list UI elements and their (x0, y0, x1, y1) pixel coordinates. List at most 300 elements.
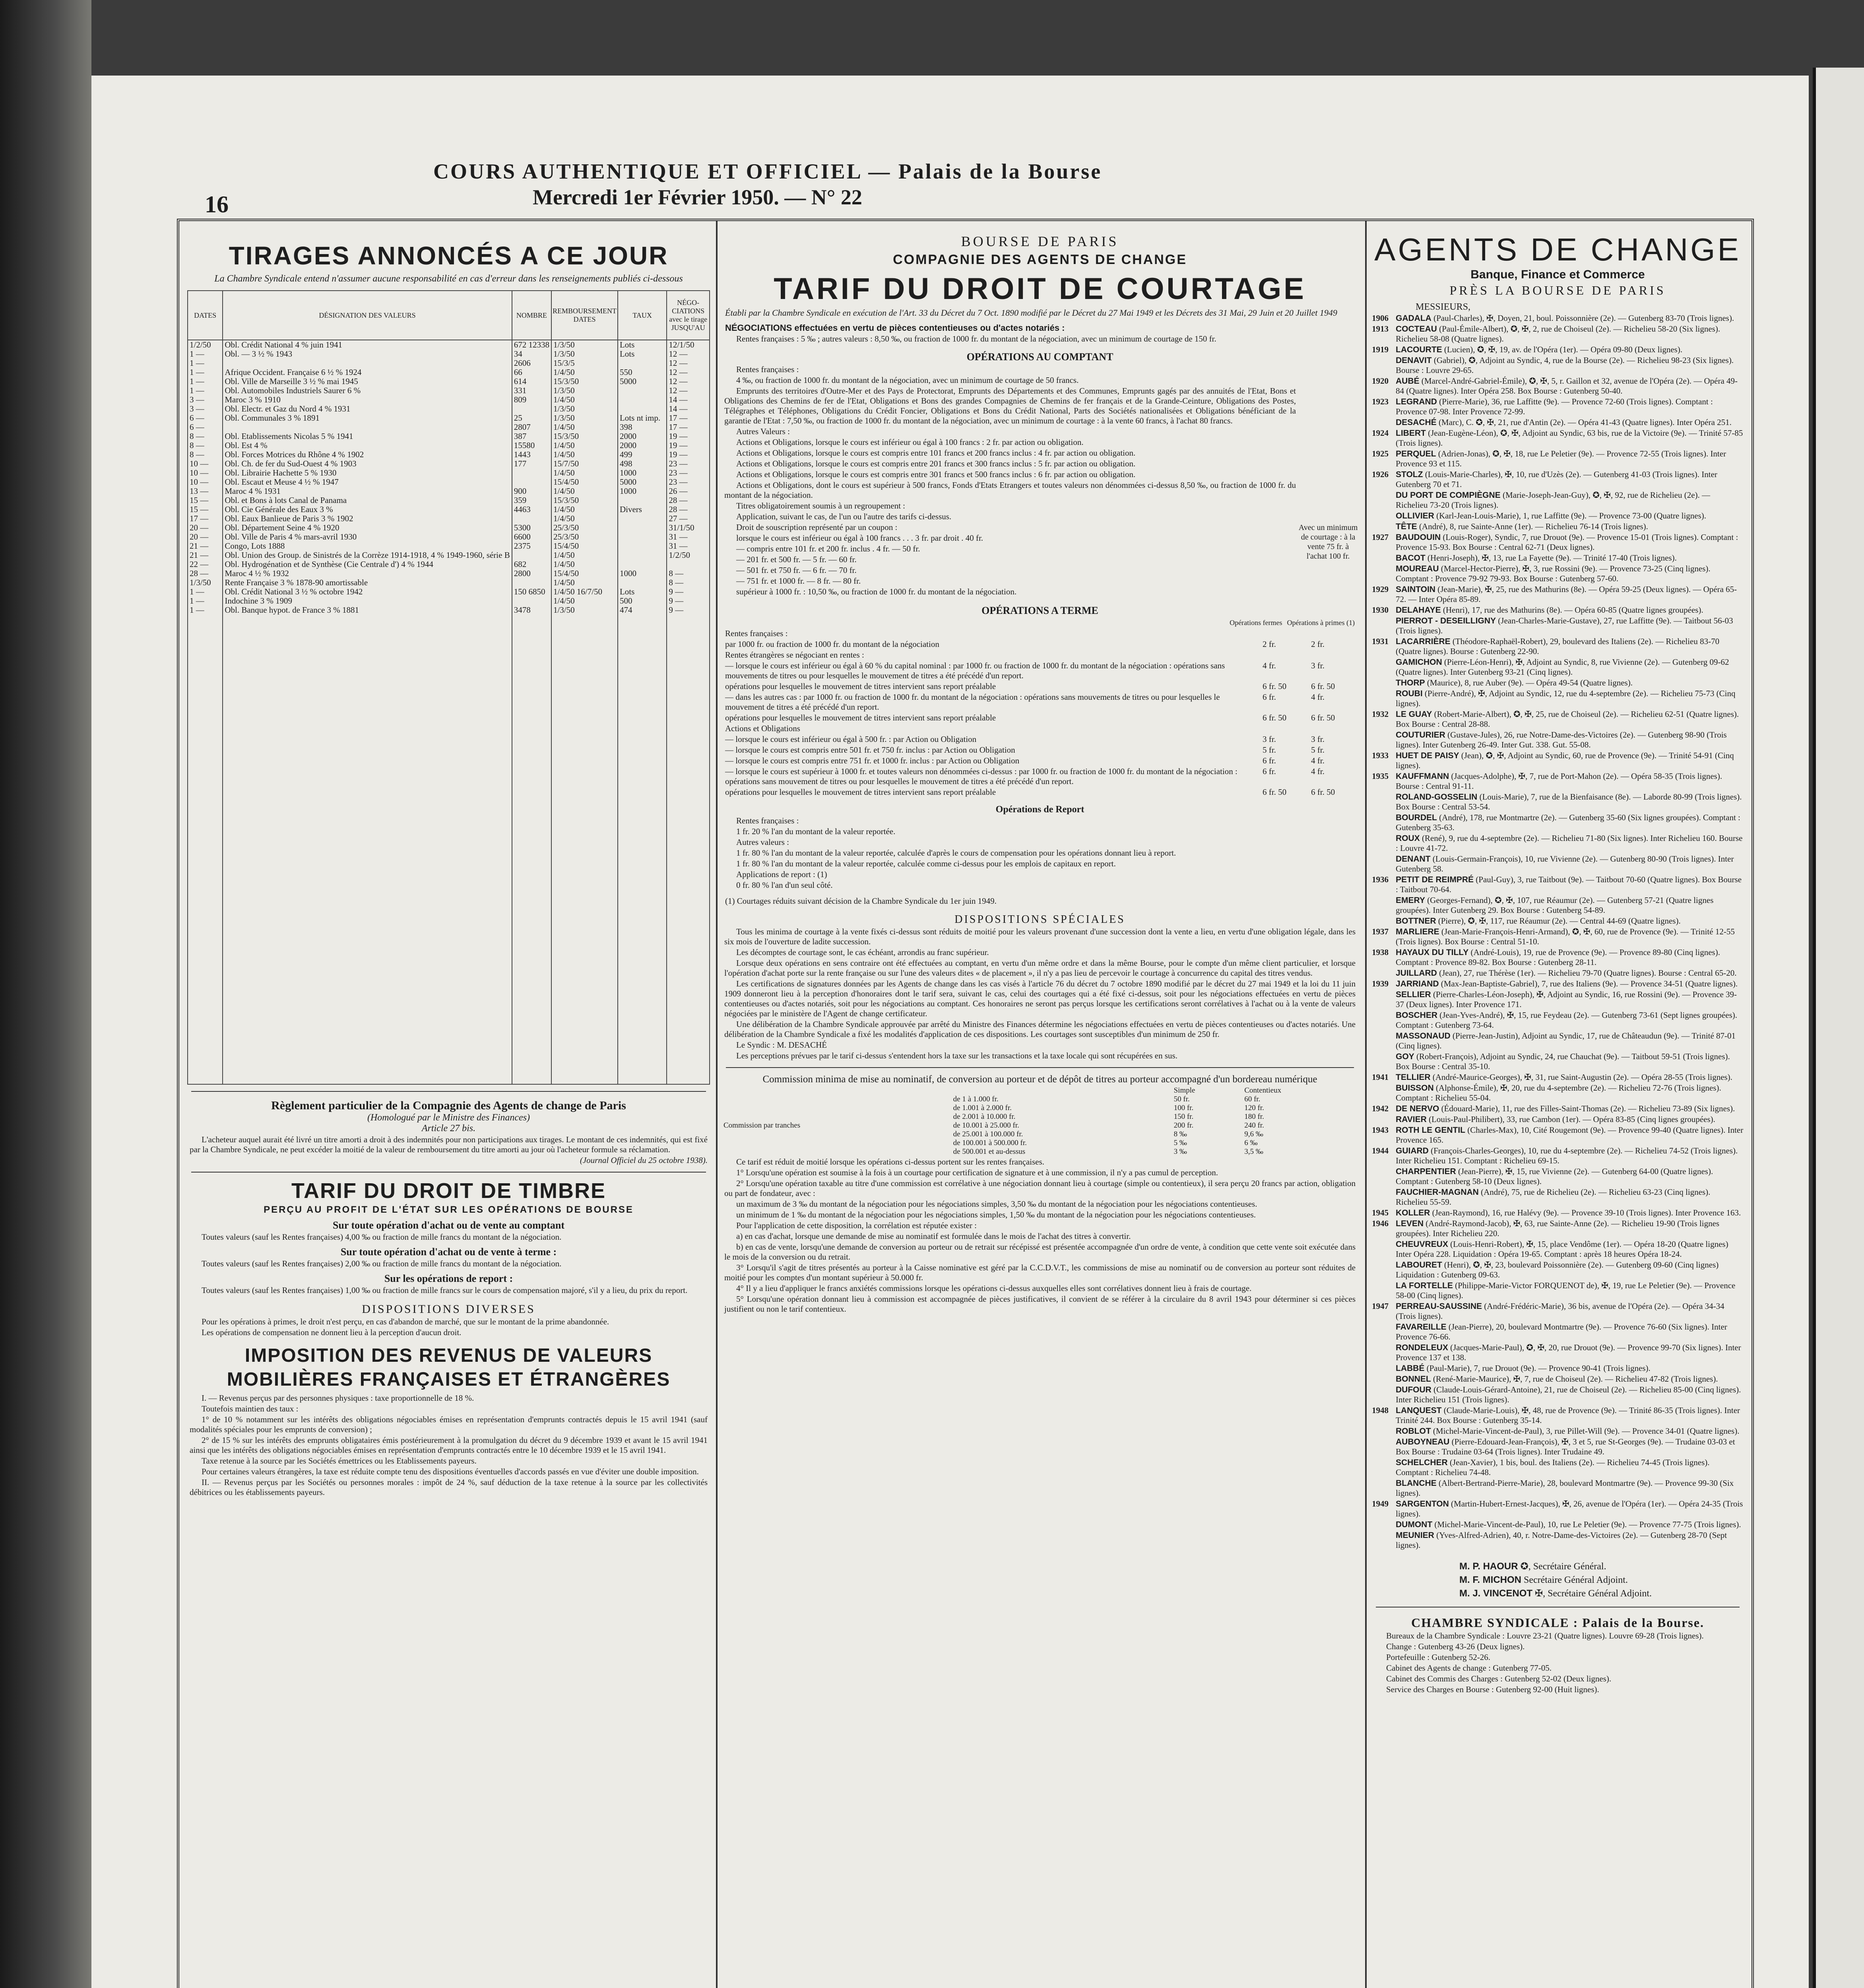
agents-subtitle: Banque, Finance et Commerce (1470, 268, 1645, 281)
table-cell-jusqu: 28 — (667, 505, 710, 514)
officer-entry (1459, 1587, 1744, 1600)
table-cell-designation: Maroc 4 ½ % 1932 (223, 569, 512, 578)
agent-entry (1372, 1260, 1744, 1280)
agent-entry (1372, 751, 1744, 771)
terme-primes: 3 fr. (1311, 661, 1325, 670)
agent-info: (Théodore-Raphaël-Robert), 29, boulevard des Italiens (2e). — Richelieu 83-70 (Quatre lignes). Bourse : Gutenberg 22-90. (1396, 637, 1720, 656)
agent-info: (Jean-Pierre), ✠, 15, rue Vivienne (2e). — Gutenberg 64-00 (Quatre lignes). Comptant : Gutenberg 58-10 (Deux lignes). (1396, 1167, 1713, 1186)
terme-row (725, 756, 1355, 766)
terme-primes: 4 fr. (1311, 767, 1325, 776)
agent-entry (1372, 875, 1744, 895)
agents-title: AGENTS DE CHANGE (1374, 232, 1741, 267)
commission-row (722, 1104, 1358, 1112)
table-cell-nombre: 1443 (512, 450, 551, 459)
newspaper-page (91, 76, 1809, 1988)
agent-details (1396, 1010, 1744, 1030)
chambre-list (1372, 1631, 1744, 1695)
masthead-title: COURS AUTHENTIQUE ET OFFICIEL — Palais de la Bourse (433, 159, 1102, 183)
agent-entry (1372, 637, 1744, 656)
terme-row (725, 650, 1355, 660)
report-line: Rentes françaises : (736, 816, 799, 825)
agent-name: GOY (1396, 1052, 1414, 1061)
table-cell-date: 1 — (188, 606, 223, 615)
reglement-subtitle: (Homologué par le Ministre des Finances) (367, 1112, 530, 1123)
agent-info: (Henri), 17, rue des Mathurins (8e). — Opéra 60-85 (Quatre lignes groupées). (1443, 605, 1703, 615)
agent-entry (1372, 895, 1744, 915)
table-cell-designation: Obl. Eaux Banlieue de Paris 3 % 1902 (223, 514, 512, 523)
agent-details (1396, 1052, 1744, 1072)
chambre-line: Portefeuille : Gutenberg 52-26. (1386, 1652, 1491, 1662)
table-cell-nombre: 4463 (512, 505, 551, 514)
agent-year (1372, 1374, 1396, 1384)
agent-details (1396, 1104, 1744, 1114)
agent-year: 1919 (1372, 345, 1389, 354)
agent-entry (1372, 916, 1744, 926)
agent-details (1396, 1478, 1744, 1498)
agent-entry (1372, 1052, 1744, 1072)
comptant-line: 4 ‰, ou fraction de 1000 fr. du montant de la négociation, avec un minimum de courtage de 50 francs. (736, 375, 1079, 385)
agent-year: 1929 (1372, 584, 1389, 594)
agent-year: 1938 (1372, 947, 1389, 957)
agent-year (1372, 1322, 1396, 1342)
agent-entry (1372, 605, 1744, 615)
agent-info: (Jean-Pierre), 20, boulevard Montmartre (9e). — Provence 76-60 (Six lignes). Inter Provence 76-66. (1396, 1322, 1727, 1342)
agent-entry (1372, 1301, 1744, 1321)
agent-info: (Henri-Joseph), ✠, 13, rue La Fayette (9e). — Trinité 17-40 (Trois lignes). (1427, 553, 1677, 563)
commission-simple: 200 fr. (1173, 1121, 1194, 1130)
table-cell-nombre: 682 (512, 560, 551, 569)
terme-text: Rentes françaises : (725, 629, 788, 638)
agent-year (1372, 1031, 1396, 1051)
table-cell-nombre: 2807 (512, 423, 551, 432)
terme-fermes (1263, 629, 1306, 639)
agent-info: (André), 178, rue Montmartre (2e). — Gutenberg 35-60 (Six lignes groupées). Comptant : Gutenberg 35-63. (1396, 813, 1740, 832)
agent-year (1372, 813, 1396, 833)
agent-info: (Philippe-Marie-Victor FORQUENOT de), ✠, 19, rue Le Peletier (9e). — Provence 58-00 (Cinq lignes). (1396, 1281, 1736, 1300)
table-row (188, 487, 710, 496)
table-cell-date: 21 — (188, 551, 223, 560)
col-remb-taux: TAUX (618, 291, 667, 340)
comptant-line: Emprunts des territoires d'Outre-Mer et des Pays de Protectorat, Emprunts des Départements et des Communes, Emprunts gagés par des annuités de l'Etat, Bons et Obligations des Chemins de fer de l'Etat, Obligations et Bons des grandes Compagnies de Chemins de fer français et de la Grande-Ceinture, Obligations des Postes, Télégraphes et Téléphones, Obligations du Crédit Foncier, Obligations et Bons du Crédit National, Parts des Sociétés nationalisées et Obligations bénéficiant de la garantie de l'Etat : 7,50 ‰, ou fraction de 1000 fr. du montant de la négociation, avec un minimum de courtage : à la vente 60 francs, à l'achat 80 francs. (724, 386, 1296, 425)
agent-name: PETIT DE REIMPRÉ (1396, 875, 1474, 884)
imposition-paragraph: Pour certaines valeurs étrangères, la taxe est réduite compte tenu des dispositions éventuelles d'accords passés en vue d'éviter une double imposition. (202, 1467, 699, 1476)
table-cell-nombre (512, 551, 551, 560)
agent-year (1372, 1239, 1396, 1259)
agent-details (1396, 428, 1744, 448)
agent-name: GUIARD (1396, 1146, 1429, 1155)
agent-name: BUISSON (1396, 1083, 1434, 1093)
agent-name: OLLIVIER (1396, 511, 1434, 520)
table-cell-date_remb: 15/4/50 (551, 542, 618, 551)
agent-entry (1372, 730, 1744, 750)
table-row (188, 432, 710, 441)
agent-details (1396, 689, 1744, 709)
courtage-title: TARIF DU DROIT DE COURTAGE (774, 272, 1306, 306)
officer-entry (1459, 1573, 1744, 1587)
agents-list (1372, 313, 1744, 1550)
right-column (1372, 229, 1744, 1988)
table-cell-date: 1/2/50 (188, 340, 223, 349)
agent-name: MOUREAU (1396, 564, 1439, 573)
agent-details (1396, 792, 1744, 812)
terme-row (725, 724, 1355, 734)
table-row (188, 404, 710, 414)
table-cell-taux: 550 (618, 368, 667, 377)
agent-entry (1372, 397, 1744, 417)
terme-row (725, 767, 1355, 786)
commission-table (722, 1086, 1358, 1156)
table-cell-date: 10 — (188, 459, 223, 468)
terme-row (725, 629, 1355, 639)
agent-name: JARRIAND (1396, 979, 1439, 988)
comptant-line: Actions et Obligations, lorsque le cours est compris entre 301 francs et 500 francs inclus : 6 fr. par action ou obligation. (736, 470, 1136, 479)
table-cell-designation: Obl. Librairie Hachette 5 % 1930 (223, 468, 512, 478)
commission-row (722, 1095, 1358, 1104)
agent-year (1372, 1426, 1396, 1436)
commission-label (722, 1112, 952, 1121)
agent-entry (1372, 345, 1744, 355)
agent-entry (1372, 1146, 1744, 1166)
terme-row (725, 787, 1355, 797)
agent-name: BOTTNER (1396, 916, 1436, 926)
agent-info: (Paul-Marie), 7, rue Drouot (9e). — Provence 90-41 (Trois lignes). (1426, 1363, 1651, 1373)
agent-year (1372, 916, 1396, 926)
table-cell-date_remb: 15/3/50 (551, 496, 618, 505)
agent-year (1372, 553, 1396, 563)
agent-year: 1930 (1372, 605, 1389, 615)
table-cell-date_remb: 1/3/50 (551, 349, 618, 359)
commission-label (722, 1130, 952, 1139)
comptant-line: — 751 fr. et 1000 fr. — 8 fr. — 80 fr. (736, 576, 861, 586)
reglement-source: (Journal Officiel du 25 octobre 1938). (580, 1155, 708, 1165)
table-cell-date: 10 — (188, 478, 223, 487)
agent-entry (1372, 678, 1744, 688)
agent-info: (Jean-Charles-Marie-Gustave), 27, rue Laffitte (9e). — Taitbout 56-03 (Trois lignes). (1396, 616, 1733, 635)
agent-year: 1927 (1372, 532, 1389, 542)
table-cell-jusqu: 9 — (667, 606, 710, 615)
table-cell-jusqu: 14 — (667, 395, 710, 404)
report-title: Opérations de Report (995, 804, 1084, 815)
tirages-body (188, 340, 710, 1084)
agent-name: BACOT (1396, 553, 1426, 563)
table-cell-taux (618, 395, 667, 404)
commission-contentieux: 60 fr. (1244, 1095, 1261, 1103)
agent-entry (1372, 947, 1744, 967)
table-cell-nombre: 66 (512, 368, 551, 377)
table-cell-nombre: 3478 (512, 606, 551, 615)
table-cell-jusqu: 26 — (667, 487, 710, 496)
table-cell-jusqu: 1/2/50 (667, 551, 710, 560)
table-cell-date_remb: 1/4/50 (551, 578, 618, 587)
agent-entry (1372, 376, 1744, 396)
terme-row (725, 734, 1355, 744)
table-cell-jusqu: 9 — (667, 596, 710, 606)
table-row (188, 340, 710, 349)
agent-year (1372, 792, 1396, 812)
agent-info: (Albert-Bertrand-Pierre-Marie), 28, boulevard Montmartre (9e). — Provence 99-30 (Six lignes). (1396, 1478, 1734, 1498)
agent-year: 1924 (1372, 428, 1389, 438)
agent-entry (1372, 1374, 1744, 1384)
agent-name: LANQUEST (1396, 1406, 1442, 1415)
agent-entry (1372, 1426, 1744, 1436)
agent-info: (Alphonse-Émile), ✠, 20, rue du 4-septembre (2e). — Richelieu 72-76 (Trois lignes). Comptant : Richelieu 55-04. (1396, 1083, 1721, 1103)
agent-info: (André), 8, rue Sainte-Anne (1er). — Richelieu 76-14 (Trois lignes). (1419, 522, 1648, 531)
agent-year (1372, 564, 1396, 584)
commission-paragraph: Ce tarif est réduit de moitié lorsque les opérations ci-dessus portent sur les rentes françaises. (736, 1157, 1045, 1167)
table-cell-date: 1/3/50 (188, 578, 223, 587)
agent-name: SCHELCHER (1396, 1458, 1448, 1467)
terme-primes: 6 fr. 50 (1311, 713, 1335, 722)
column-divider (716, 221, 718, 1988)
table-cell-designation: Afrique Occident. Française 6 ½ % 1924 (223, 368, 512, 377)
imposition-paragraph: II. — Revenus perçus par les Sociétés ou personnes morales : impôt de 24 %, sauf déduction de la taxe retenue à la source par les collectivités débitrices ou les établissements payeurs. (190, 1477, 708, 1497)
table-cell-designation: Obl. Union des Group. de Sinistrés de la Corrèze 1914-1918, 4 % 1949-1960, série B (223, 551, 512, 560)
bourse-heading: BOURSE DE PARIS (961, 233, 1119, 249)
reglement-title: Règlement particulier de la Compagnie des Agents de change de Paris (271, 1099, 626, 1112)
agent-info: (André-Frédéric-Marie), 36 bis, avenue de l'Opéra (2e). — Opéra 34-34 (Trois lignes). (1396, 1301, 1724, 1321)
agent-details (1396, 1146, 1744, 1166)
agent-name: DUFOUR (1396, 1385, 1431, 1394)
agent-year (1372, 657, 1396, 677)
table-cell-date: 8 — (188, 450, 223, 459)
table-cell-date_remb: 25/3/50 (551, 532, 618, 542)
table-cell-date_remb: 1/4/50 (551, 514, 618, 523)
agent-year: 1931 (1372, 637, 1389, 646)
agent-entry (1372, 1530, 1744, 1550)
terme-fermes: 6 fr. 50 (1263, 713, 1287, 722)
agent-info: (Jean-Eugène-Léon), ✪, ✠, Adjoint au Syndic, 63 bis, rue de la Victoire (9e). — Trinité 57-85 (Trois lignes). (1396, 428, 1743, 448)
agent-name: DENAVIT (1396, 356, 1432, 365)
table-row (188, 377, 710, 386)
agent-year (1372, 678, 1396, 688)
table-cell-date: 8 — (188, 441, 223, 450)
negociations-text: Rentes françaises : 5 ‰ ; autres valeurs : 8,50 ‰, ou fraction de 1000 fr. du montant de la négociation, avec un minimum de courtage de 150 fr. (736, 334, 1216, 344)
table-cell-designation: Obl. Escaut et Meuse 4 ½ % 1947 (223, 478, 512, 487)
agent-info: (André-Raymond-Jacob), ✠, 63, rue Sainte-Anne (2e). — Richelieu 19-90 (Trois lignes groupées). Inter Richelieu 220. (1396, 1219, 1720, 1238)
table-cell-date: 17 — (188, 514, 223, 523)
chambre-line: Cabinet des Commis des Charges : Gutenberg 52-02 (Deux lignes). (1386, 1674, 1612, 1683)
terme-col-primes: Opérations à primes (1) (1287, 619, 1355, 627)
agent-name: DENANT (1396, 854, 1431, 864)
agent-name: FAVAREILLE (1396, 1322, 1447, 1332)
remb-header: REMBOURSEMENT (552, 307, 617, 315)
table-cell-taux (618, 496, 667, 505)
report-list (722, 816, 1358, 890)
agent-year: 1933 (1372, 751, 1389, 760)
agent-year (1372, 1052, 1396, 1072)
terme-primes: 4 fr. (1311, 756, 1325, 765)
agent-name: BONNEL (1396, 1375, 1431, 1384)
minimum-note: Avec un minimum de courtage : à la vente 75 fr. à l'achat 100 fr. (1298, 523, 1358, 561)
table-cell-designation: Obl. Est 4 % (223, 441, 512, 450)
tirages-subtitle: La Chambre Syndicale entend n'assumer aucune responsabilité en cas d'erreur dans les renseignements publiés ci-dessous (214, 274, 683, 284)
agent-entry (1372, 1385, 1744, 1405)
agent-details (1396, 564, 1744, 584)
table-cell-taux: Divers (618, 505, 667, 514)
commission-notes (722, 1157, 1358, 1314)
agent-entry (1372, 1281, 1744, 1301)
terme-primes: 3 fr. (1311, 734, 1325, 744)
table-cell-date: 8 — (188, 432, 223, 441)
agent-info: (Martin-Hubert-Ernest-Jacques), ✠, 26, avenue de l'Opéra (1er). — Opéra 24-35 (Trois lignes). (1396, 1499, 1743, 1518)
commission-range: de 25.001 à 100.000 fr. (953, 1130, 1023, 1138)
agent-year: 1943 (1372, 1125, 1389, 1135)
agent-year (1372, 1343, 1396, 1363)
table-cell-date: 1 — (188, 368, 223, 377)
commission-contentieux: 240 fr. (1244, 1121, 1264, 1130)
agent-details (1396, 1187, 1744, 1207)
agent-year: 1941 (1372, 1072, 1389, 1082)
commission-row (722, 1139, 1358, 1147)
agent-entry (1372, 1208, 1744, 1218)
table-cell-date_remb: 15/7/50 (551, 459, 618, 468)
agent-info: (René), 9, rue du 4-septembre (2e). — Richelieu 71-80 (Six lignes). Inter Richelieu 160. Bourse : Louvre 41-72. (1396, 833, 1743, 853)
comptant-line: — 201 fr. et 500 fr. — 5 fr. — 60 fr. (736, 555, 857, 564)
agent-name: RONDELEUX (1396, 1343, 1448, 1352)
table-cell-date_remb: 15/3/50 (551, 377, 618, 386)
agent-details (1396, 532, 1744, 552)
agent-name: LACOURTE (1396, 345, 1442, 354)
table-cell-date: 21 — (188, 542, 223, 551)
table-cell-nombre (512, 478, 551, 487)
table-cell-designation: Obl. Automobiles Industriels Saurer 6 % (223, 386, 512, 395)
agent-details (1396, 927, 1744, 947)
table-cell-date_remb: 1/4/50 (551, 505, 618, 514)
agent-info: (André-Maurice-Georges), ✠, 31, rue Saint-Augustin (2e). — Opéra 28-55 (Trois lignes). (1432, 1072, 1732, 1082)
agent-info: (Louis-Roger), Syndic, 7, rue Drouot (9e). — Provence 15-01 (Trois lignes). Comptant : Provence 15-93. Box Bourse : Central 62-71 (Deux lignes). (1396, 532, 1738, 552)
table-cell-taux: 398 (618, 423, 667, 432)
terme-text: Rentes étrangères se négociant en rentes : (725, 650, 864, 660)
speciales-paragraph: Les perceptions prévues par le tarif ci-dessus s'entendent hors la taxe sur les transactions et la taxe locale qui sont récupérées en sus. (736, 1051, 1177, 1060)
agent-year: 1906 (1372, 313, 1389, 323)
comptant-line: Titres obligatoirement soumis à un regroupement : (736, 501, 905, 511)
terme-primes: 2 fr. (1311, 639, 1325, 649)
agent-entry (1372, 771, 1744, 791)
agent-name: LE GUAY (1396, 710, 1432, 719)
agent-info: (Louis-Paul-Philibert), 33, rue Cambon (1er). — Opéra 83-85 (Cinq lignes groupées). (1429, 1114, 1715, 1124)
table-cell-jusqu: 8 — (667, 578, 710, 587)
agent-year (1372, 1458, 1396, 1477)
agent-name: LA FORTELLE (1396, 1281, 1453, 1290)
agent-year (1372, 1363, 1396, 1373)
agent-entry (1372, 1114, 1744, 1124)
report-line: Applications de report : (1) (736, 870, 827, 879)
agent-name: DU PORT DE COMPIÈGNE (1396, 491, 1501, 500)
agent-name: BOSCHER (1396, 1011, 1438, 1020)
agent-details (1396, 1520, 1744, 1530)
agent-name: GAMICHON (1396, 658, 1442, 667)
agent-info: (Louis-Germain-François), 10, rue Vivienne (2e). — Gutenberg 80-90 (Trois lignes). Inter Gutenberg 58. (1396, 854, 1734, 874)
table-cell-date_remb: 1/3/50 (551, 606, 618, 615)
table-cell-nombre: 2800 (512, 569, 551, 578)
table-cell-date_remb: 1/3/50 (551, 414, 618, 423)
comptant-line: Actions et Obligations, lorsque le cours est compris entre 201 francs et 300 francs inclus : 5 fr. par action ou obligation. (736, 459, 1136, 468)
table-cell-date_remb: 1/4/50 (551, 551, 618, 560)
agent-details (1396, 1322, 1744, 1342)
compagnie-heading: COMPAGNIE DES AGENTS DE CHANGE (893, 252, 1187, 267)
commission-simple: 8 ‰ (1173, 1130, 1187, 1138)
agent-details (1396, 1363, 1744, 1373)
agent-year: 1913 (1372, 324, 1389, 334)
agent-info: (Jean-Xavier), 1 bis, boul. des Italiens (2e). — Richelieu 74-45 (Trois lignes). Comptant : Richelieu 74-48. (1396, 1458, 1710, 1477)
agent-name: SARGENTON (1396, 1499, 1449, 1508)
table-cell-designation: Obl. Communales 3 % 1891 (223, 414, 512, 423)
agent-name: SELLIER (1396, 990, 1431, 999)
table-cell-jusqu: 17 — (667, 414, 710, 423)
agent-info: (Jean), ✪, ✠, Adjoint au Syndic, 60, rue de Provence (9e). — Trinité 54-91 (Cinq lignes). (1396, 751, 1734, 770)
agent-details (1396, 968, 1744, 978)
agent-year: 1949 (1372, 1499, 1389, 1508)
terme-primes (1311, 724, 1355, 734)
table-cell-date: 6 — (188, 423, 223, 432)
table-cell-date_remb: 15/4/50 (551, 569, 618, 578)
timbre-text-1: Toutes valeurs (sauf les Rentes françaises) 4,00 ‰ ou fraction de mille francs du montant de la négociation. (202, 1232, 562, 1242)
agent-name: LABBÉ (1396, 1364, 1425, 1373)
reglement-article: Article 27 bis. (421, 1123, 476, 1134)
table-row (188, 587, 710, 596)
agent-year (1372, 895, 1396, 915)
comptant-line: Droit de souscription représenté par un coupon : (736, 522, 898, 532)
imposition-paragraph: 2° de 15 % sur les intérêts des emprunts obligataires émis postérieurement à la promulgation du décret du 9 décembre 1939 et avant le 15 avril 1941 ainsi que les intérêts des obligations négociables émises en représentation d'emprunts contractés entre le 10 décembre 1939 et le 15 avril 1941. (190, 1435, 708, 1455)
agent-name: DUMONT (1396, 1520, 1433, 1529)
comptant-line: Actions et Obligations, dont le cours est supérieur à 500 francs, Fonds d'Etats Etrangers et toutes valeurs non dénommées ci-dessus 8,50 ‰, ou fraction de 1000 fr. du montant de la négociation. (724, 480, 1296, 500)
terme-primes: 4 fr. (1311, 692, 1325, 702)
agent-details (1396, 470, 1744, 489)
agent-name: BOURDEL (1396, 813, 1437, 822)
col-dates: DATES (188, 291, 223, 340)
agent-name: AUBOYNEAU (1396, 1437, 1450, 1446)
table-cell-taux: 2000 (618, 432, 667, 441)
table-cell-designation: Rente Française 3 % 1878-90 amortissable (223, 578, 512, 587)
imposition-title: IMPOSITION DES REVENUS DE VALEURS MOBILIÈRES FRANÇAISES ET ÉTRANGÈRES (227, 1345, 671, 1390)
agent-name: LACARRIÈRE (1396, 637, 1451, 646)
chambre-line: Bureaux de la Chambre Syndicale : Louvre 23-21 (Quatre lignes). Louvre 69-28 (Trois lignes). (1386, 1631, 1704, 1640)
agent-year: 1939 (1372, 979, 1389, 988)
table-row (188, 359, 710, 368)
agent-details (1396, 1301, 1744, 1321)
book-binding (0, 0, 91, 1988)
agent-info: (René-Marie-Maurice), ✠, 7, rue de Choiseul (2e). — Richelieu 47-82 (Trois lignes). (1433, 1374, 1718, 1384)
agent-info: (Jean-Yves-André), ✠, 15, rue Feydeau (2e). — Gutenberg 73-61 (Sept lignes groupées). Comptant : Gutenberg 73-64. (1396, 1010, 1737, 1030)
table-cell-nombre: 34 (512, 349, 551, 359)
table-cell-taux: 499 (618, 450, 667, 459)
commission-row (722, 1112, 1358, 1121)
agent-details (1396, 1458, 1744, 1477)
table-cell-jusqu: 12 — (667, 377, 710, 386)
agent-details (1396, 1125, 1744, 1145)
remb-dates-header: DATES (573, 315, 596, 323)
table-cell-designation: Obl. Département Seine 4 % 1920 (223, 523, 512, 532)
table-cell-taux: 1000 (618, 468, 667, 478)
agent-year (1372, 1187, 1396, 1207)
agent-details (1396, 1031, 1744, 1051)
report-line: 1 fr. 80 % l'an du montant de la valeur reportée, calculée d'après le cours de compensation pour les opérations donnant lieu à report. (736, 848, 1176, 858)
agent-info: (Lucien), ✪, ✠, 19, av. de l'Opéra (1er). — Opéra 09-80 (Deux lignes). (1444, 345, 1683, 354)
commission-paragraph: a) en cas d'achat, lorsque une demande de mise au nominatif est formulée dans le mois de l'achat des titres à convertir. (736, 1231, 1131, 1241)
officer-name: M. P. HAOUR (1459, 1561, 1518, 1572)
commission-contentieux: 180 fr. (1244, 1112, 1264, 1121)
comptant-line: Actions et Obligations, lorsque le cours est compris entre 101 francs et 200 francs inclus : 4 fr. par action ou obligation. (736, 448, 1136, 458)
table-cell-taux: Lots (618, 349, 667, 359)
table-cell-taux (618, 514, 667, 523)
table-cell-date_remb: 1/3/50 (551, 340, 618, 349)
table-cell-date_remb: 15/3/50 (551, 432, 618, 441)
agent-year: 1944 (1372, 1146, 1389, 1155)
agent-name: DESACHÉ (1396, 418, 1437, 427)
agent-year (1372, 1478, 1396, 1498)
table-cell-date: 15 — (188, 496, 223, 505)
agent-name: ROUX (1396, 834, 1420, 843)
